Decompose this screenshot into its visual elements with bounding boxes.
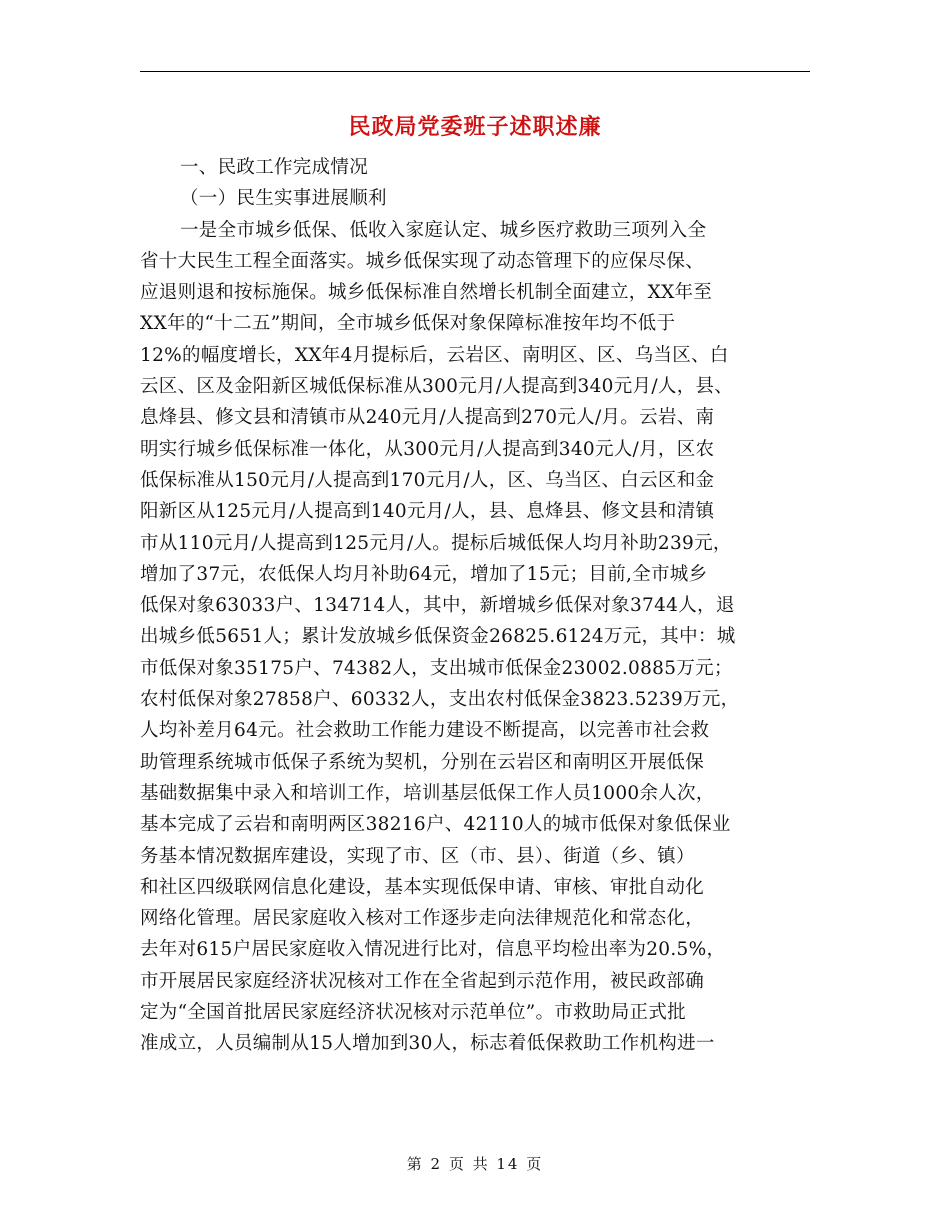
- document-title: 民政局党委班子述职述廉: [348, 114, 602, 140]
- paragraph-line: 12%的幅度增长，XX年4月提标后，云岩区、南明区、区、乌当区、白: [140, 344, 729, 366]
- paragraph-line: 明实行城乡低保标准一体化，从300元月/人提高到340元人/月，区农: [140, 438, 715, 460]
- paragraph-line: 省十大民生工程全面落实。城乡低保实现了动态管理下的应保尽保、: [140, 250, 705, 272]
- paragraph-line: 出城乡低5651人；累计发放城乡低保资金26825.6124万元，其中：城: [140, 626, 736, 648]
- paragraph-line: 务基本情况数据库建设，实现了市、区（市、县）、街道（乡、镇）: [140, 845, 695, 867]
- paragraph-line: 基础数据集中录入和培训工作，培训基层低保工作人员1000余人次，: [140, 782, 715, 804]
- paragraph-line: 低保标准从150元月/人提高到170元月/人，区、乌当区、白云区和金: [140, 469, 715, 491]
- paragraph-line: 基本完成了云岩和南明两区38216户、42110人的城市低保对象低保业: [140, 814, 731, 836]
- paragraph-line: 市低保对象35175户、74382人，支出城市低保金23002.0885万元；: [140, 657, 733, 679]
- paragraph-line: 市开展居民家庭经济状况核对工作在全省起到示范作用，被民政部确: [140, 970, 705, 992]
- paragraph-line: 一是全市城乡低保、低收入家庭认定、城乡医疗救助三项列入全: [180, 219, 707, 241]
- subsection-heading: （一）民生实事进展顺利: [180, 188, 387, 210]
- document-body: [140, 152, 820, 1060]
- header-rule: [140, 71, 810, 72]
- paragraph-line: 和社区四级联网信息化建设，基本实现低保申请、审核、审批自动化: [140, 876, 705, 898]
- paragraph-line: 应退则退和按标施保。城乡低保标准自然增长机制全面建立，XX年至: [140, 282, 713, 304]
- paragraph-line: 去年对615户居民家庭收入情况进行比对，信息平均检出率为20.5%，: [140, 939, 726, 961]
- paragraph-line: 网络化管理。居民家庭收入核对工作逐步走向法律规范化和常态化，: [140, 908, 705, 930]
- paragraph-line: 人均补差月64元。社会救助工作能力建设不断提高，以完善市社会救: [140, 720, 710, 742]
- paragraph-line: 准成立，人员编制从15人增加到30人，标志着低保救助工作机构进一: [140, 1033, 715, 1055]
- paragraph-line: 定为“全国首批居民家庭经济状况核对示范单位”。市救助局正式批: [140, 1002, 686, 1024]
- paragraph-line: 云区、区及金阳新区城低保标准从300元月/人提高到340元月/人，县、: [140, 376, 734, 398]
- section-heading: 一、民政工作完成情况: [180, 157, 369, 178]
- paragraph-line: 市从110元月/人提高到125元月/人。提标后城低保人均月补助239元，: [140, 532, 732, 554]
- paragraph-line: 助管理系统城市低保子系统为契机，分别在云岩区和南明区开展低保: [140, 751, 705, 773]
- paragraph-line: 增加了37元，农低保人均月补助64元，增加了15元；目前,全市城乡: [140, 563, 708, 585]
- page-number: 第 2 页 共 14 页: [406, 1155, 544, 1173]
- paragraph-line: 阳新区从125元月/人提高到140元月/人，县、息烽县、修文县和清镇: [140, 501, 715, 523]
- paragraph-line: 息烽县、修文县和清镇市从240元月/人提高到270元人/月。云岩、南: [140, 407, 715, 429]
- paragraph-line: 低保对象63033户、134714人，其中，新增城乡低保对象3744人，退: [140, 595, 735, 617]
- paragraph-line: XX年的“十二五”期间，全市城乡低保对象保障标准按年均不低于: [140, 313, 676, 335]
- paragraph-line: 农村低保对象27858户、60332人，支出农村低保金3823.5239万元，: [140, 689, 740, 711]
